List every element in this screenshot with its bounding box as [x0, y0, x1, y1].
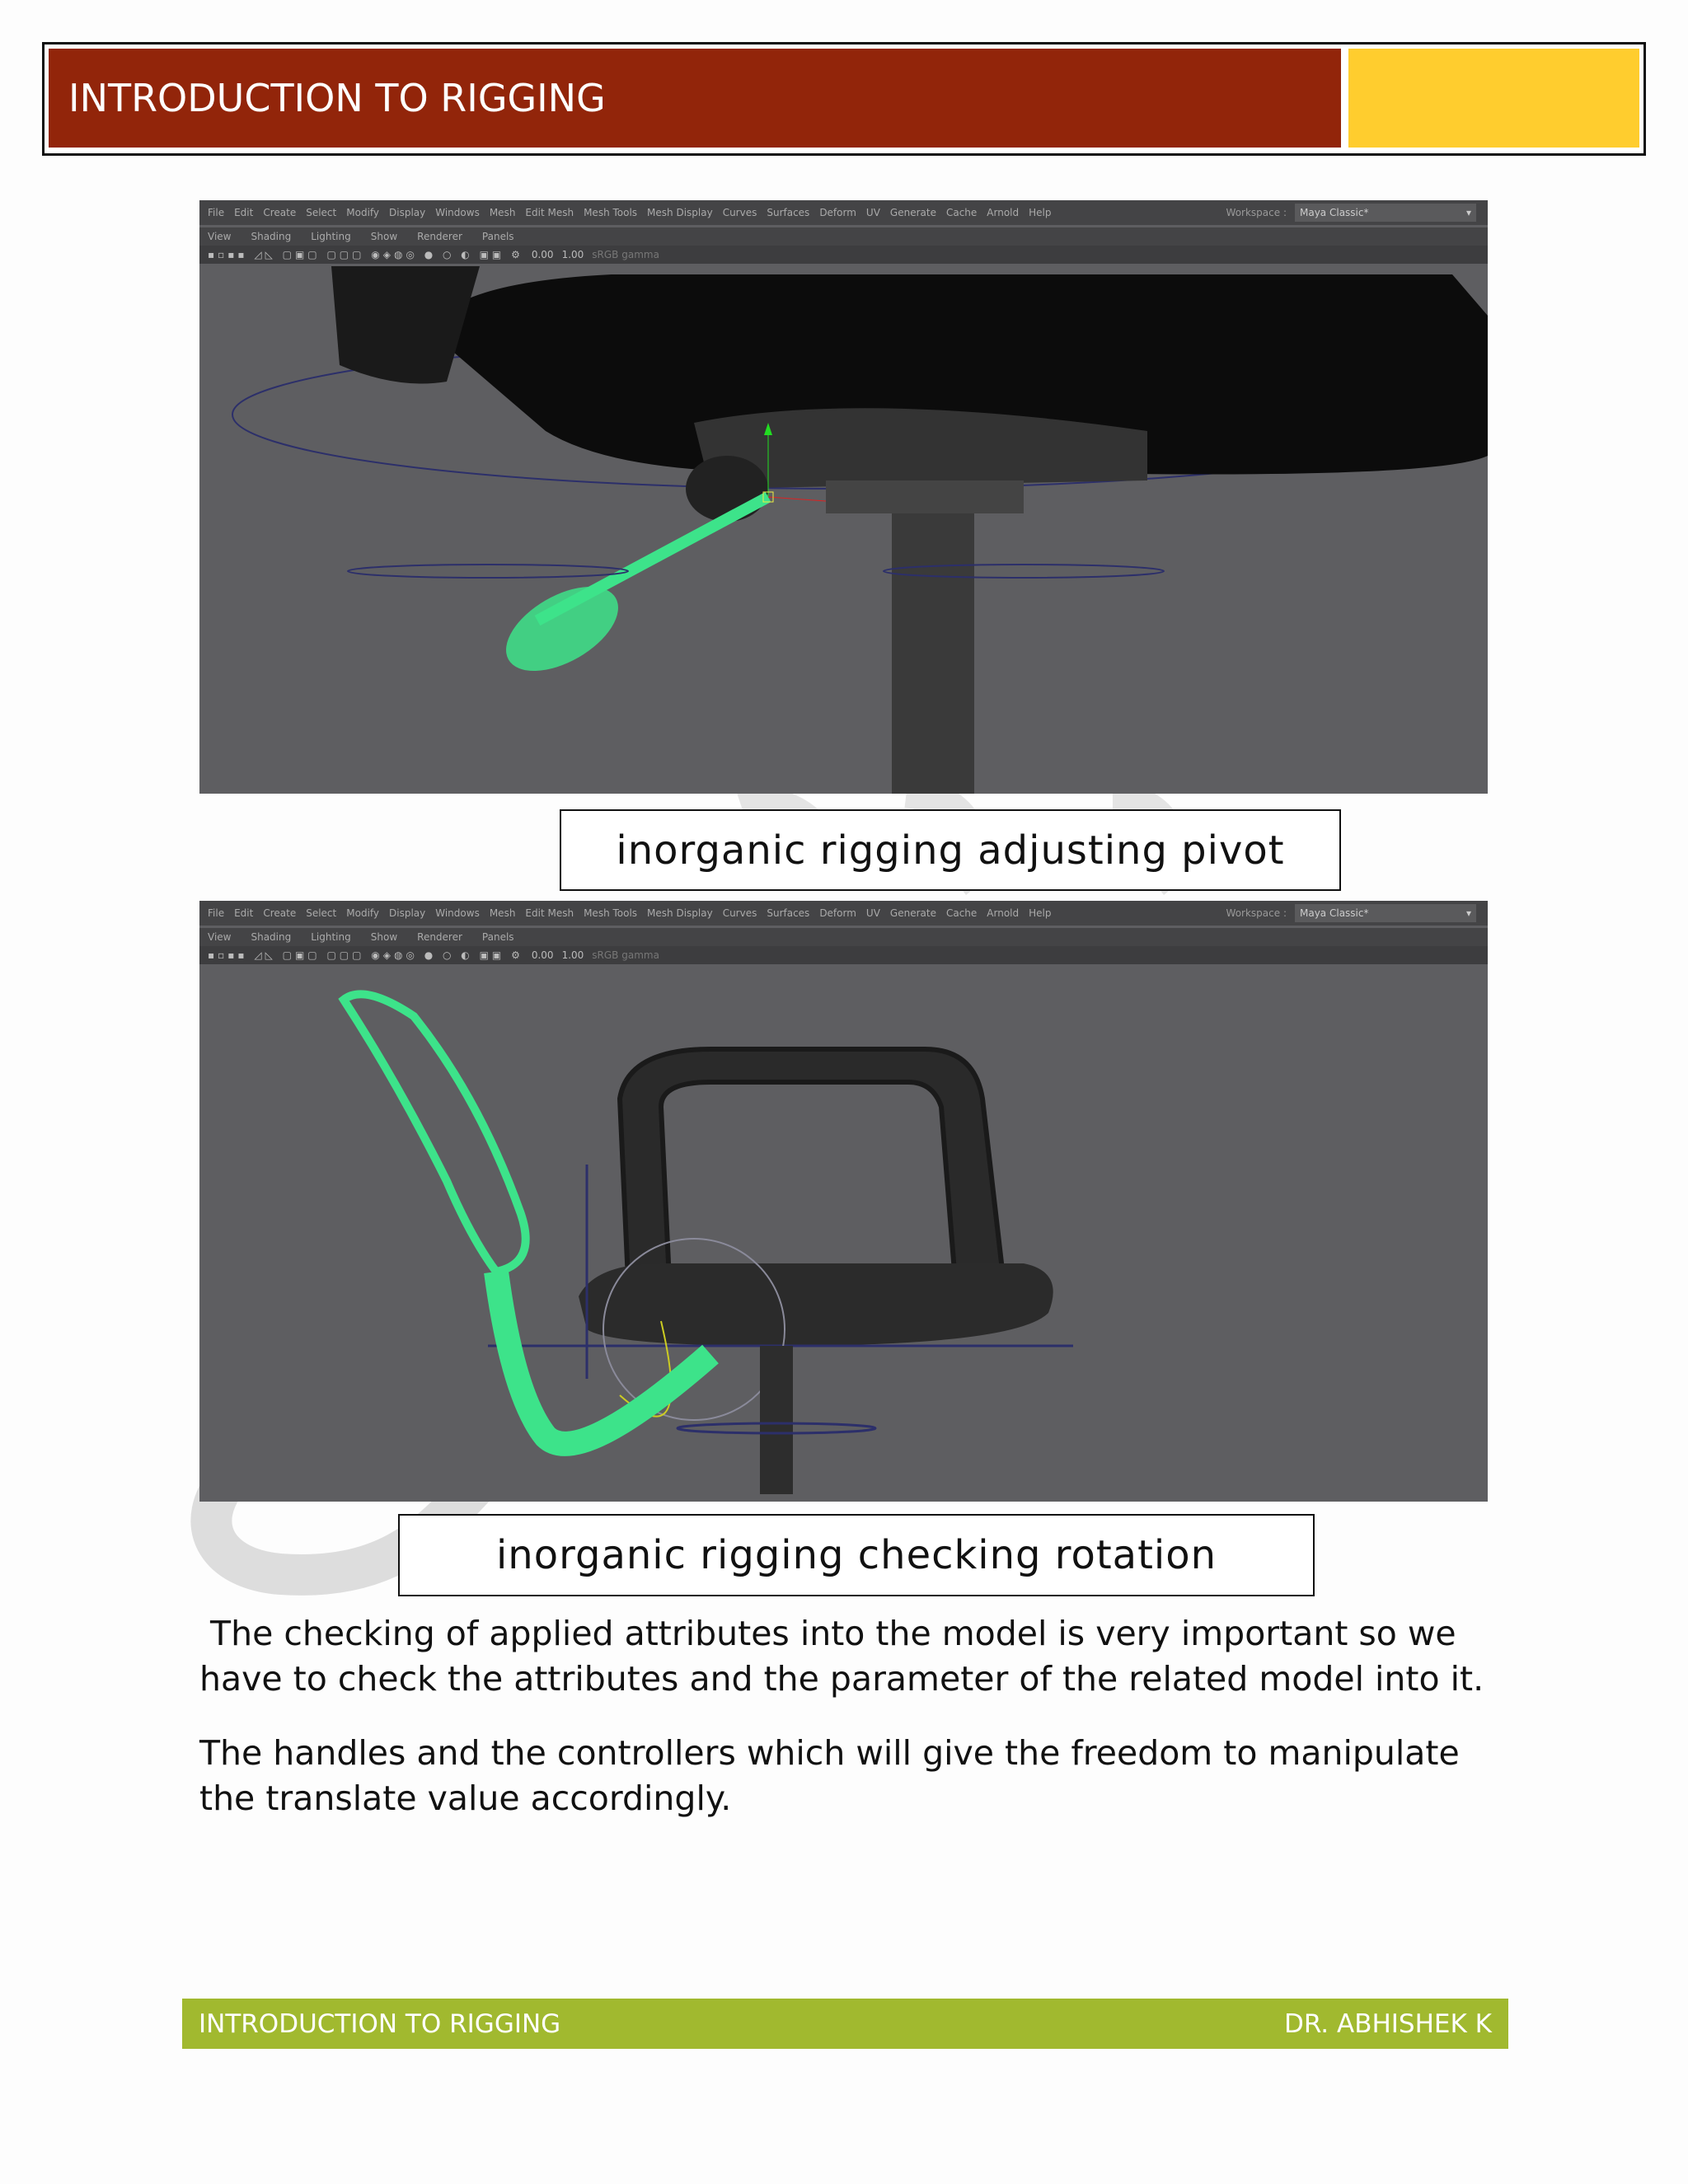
field-value: 1.00 — [561, 949, 584, 961]
menu-item: Arnold — [987, 207, 1020, 218]
menu-item: Deform — [819, 207, 856, 218]
menu-item: Curves — [722, 207, 757, 218]
menu-item: Select — [306, 207, 337, 218]
panel-toolbar — [199, 246, 1488, 264]
menu-item: Mesh — [489, 907, 516, 919]
panel-menu: Shading — [251, 231, 292, 242]
menu-item: Edit — [234, 907, 254, 919]
chevron-down-icon: ▾ — [1465, 907, 1471, 919]
menu-item: Surfaces — [767, 907, 810, 919]
menu-item: Create — [263, 207, 297, 218]
panel-menu: Renderer — [417, 231, 462, 242]
menu-item: Help — [1029, 907, 1052, 919]
menu-item: Mesh — [489, 207, 516, 218]
menu-item: Display — [389, 207, 426, 218]
header-title-text: INTRODUCTION TO RIGGING — [68, 76, 606, 120]
maya-menubar — [199, 901, 1488, 926]
panel-menu: View — [208, 231, 232, 242]
menu-item: Mesh Display — [647, 907, 713, 919]
panel-menu: View — [208, 931, 232, 943]
menu-item: Edit — [234, 207, 254, 218]
menu-item: Help — [1029, 207, 1052, 218]
caption-text: inorganic rigging adjusting pivot — [616, 827, 1285, 874]
menu-item: Cache — [945, 907, 978, 919]
workspace-selector — [1226, 904, 1476, 922]
workspace-label: Workspace : — [1226, 207, 1287, 218]
menu-item: Windows — [435, 207, 480, 218]
header-accent — [1348, 49, 1639, 148]
panel-menu: Panels — [481, 231, 514, 242]
menu-item: Modify — [346, 907, 380, 919]
menu-list — [208, 200, 1052, 225]
menu-item: UV — [865, 207, 880, 218]
viewport-rotation — [199, 967, 1488, 1502]
menu-item: Surfaces — [767, 207, 810, 218]
maya-menubar — [199, 200, 1488, 225]
menu-item: Windows — [435, 907, 480, 919]
menu-item: Deform — [819, 907, 856, 919]
footer-title: INTRODUCTION TO RIGGING — [199, 2008, 561, 2039]
menu-item: Cache — [945, 207, 978, 218]
menu-item: Mesh Display — [647, 207, 713, 218]
panel-menu: Show — [370, 231, 398, 242]
panel-menu: Lighting — [311, 931, 351, 943]
menu-item: Generate — [889, 907, 936, 919]
menu-item: UV — [865, 907, 880, 919]
body-paragraph: The handles and the controllers which will give the freedom to manipulate the translate value accordingly. — [199, 1733, 1460, 1818]
menu-item: Create — [263, 907, 297, 919]
menu-item: File — [208, 907, 225, 919]
panel-menu: Panels — [481, 931, 514, 943]
workspace-label: Workspace : — [1226, 907, 1287, 919]
field-value: 1.00 — [561, 249, 584, 260]
menu-item: Display — [389, 907, 426, 919]
panel-menu: Shading — [251, 931, 292, 943]
menu-list — [208, 901, 1052, 926]
toolbar-icons: ▪▫▪▪ ◿◺ ▢▣▢ ▢▢▢ ◉◈◍◎ ● ○ ◐ ▣▣ ⚙ — [208, 249, 523, 260]
viewport-pivot — [199, 266, 1488, 794]
maya-screenshot-pivot — [199, 200, 1488, 794]
caption-text: inorganic rigging checking rotation — [495, 1532, 1217, 1578]
panel-menubar — [199, 928, 1488, 946]
menu-item: Modify — [346, 207, 380, 218]
page-footer — [182, 1999, 1508, 2049]
menu-item: Edit Mesh — [525, 207, 574, 218]
body-paragraph: The checking of applied attributes into the model is very important so we have to check the attributes and the parameter of the related model into it. — [199, 1614, 1484, 1699]
color-space: sRGB gamma — [592, 249, 659, 260]
menu-item: Curves — [722, 907, 757, 919]
footer-author: DR. ABHISHEK K — [1283, 2008, 1492, 2039]
figure-caption — [398, 1514, 1315, 1596]
workspace-value: Maya Classic* — [1300, 907, 1369, 919]
menu-item: File — [208, 207, 225, 218]
field-value: 0.00 — [531, 249, 554, 260]
workspace-value: Maya Classic* — [1300, 207, 1369, 218]
color-space: sRGB gamma — [592, 949, 659, 961]
panel-menu: Renderer — [417, 931, 462, 943]
menu-item: Arnold — [987, 907, 1020, 919]
chevron-down-icon: ▾ — [1465, 207, 1471, 218]
menu-item: Select — [306, 907, 337, 919]
workspace-selector — [1226, 204, 1476, 222]
figure-caption — [560, 809, 1341, 891]
panel-menu: Show — [370, 931, 398, 943]
menu-item: Generate — [889, 207, 936, 218]
maya-screenshot-rotation — [199, 901, 1488, 1502]
menu-item: Mesh Tools — [584, 907, 638, 919]
menu-item: Edit Mesh — [525, 907, 574, 919]
header-title — [49, 49, 1341, 148]
toolbar-icons: ▪▫▪▪ ◿◺ ▢▣▢ ▢▢▢ ◉◈◍◎ ● ○ ◐ ▣▣ ⚙ — [208, 949, 523, 961]
field-value: 0.00 — [531, 949, 554, 961]
panel-menubar — [199, 227, 1488, 246]
menu-item: Mesh Tools — [584, 207, 638, 218]
panel-toolbar — [199, 946, 1488, 964]
panel-menu: Lighting — [311, 231, 351, 242]
